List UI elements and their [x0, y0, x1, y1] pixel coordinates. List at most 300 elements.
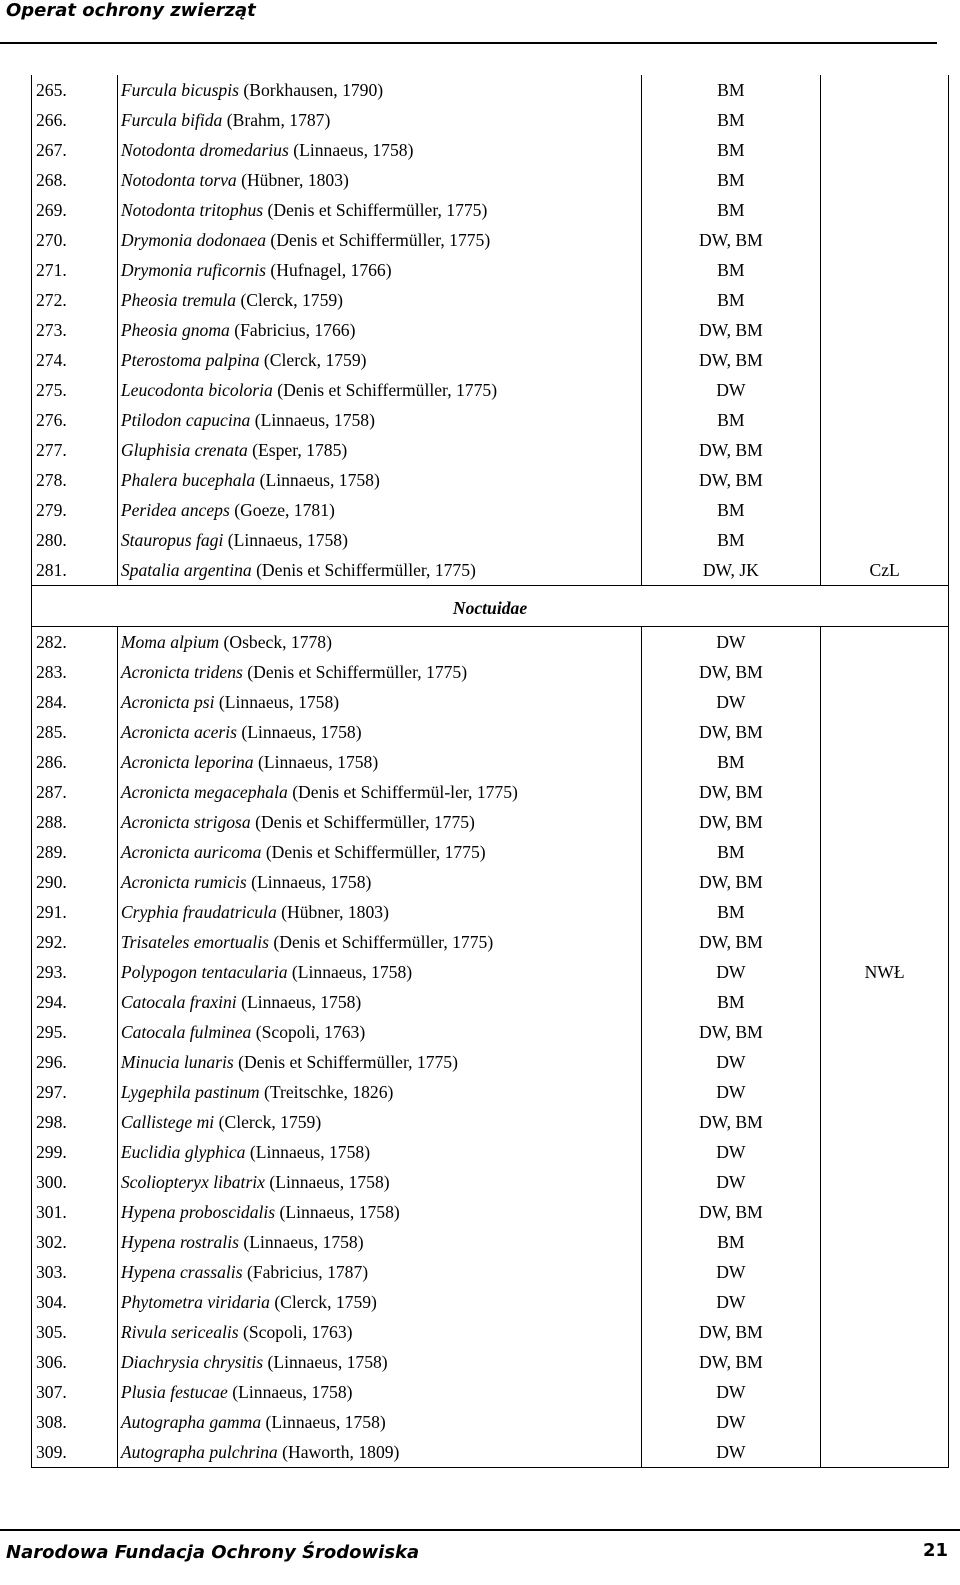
table-row	[32, 687, 949, 717]
row-number: 277.	[32, 435, 118, 465]
table-row	[32, 1287, 949, 1317]
source-cell: DW	[641, 1287, 821, 1317]
status-cell	[821, 747, 949, 777]
latin-name: Autographa gamma	[120, 1412, 262, 1432]
species-name-cell	[117, 315, 641, 345]
table-row	[32, 807, 949, 837]
table-row	[32, 1377, 949, 1407]
header-title: Operat ochrony zwierząt	[6, 0, 256, 21]
species-name-cell	[117, 375, 641, 405]
table-row	[32, 135, 949, 165]
row-number: 300.	[32, 1167, 118, 1197]
status-cell	[821, 987, 949, 1017]
status-cell	[821, 105, 949, 135]
species-author: (Fabricius, 1787)	[246, 1262, 369, 1282]
table-row	[32, 525, 949, 555]
status-cell	[821, 225, 949, 255]
row-number: 274.	[32, 345, 118, 375]
status-cell: CzL	[869, 560, 900, 580]
source-cell: DW	[641, 1407, 821, 1437]
status-cell	[821, 1077, 949, 1107]
latin-name: Trisateles emortualis	[120, 932, 269, 952]
table-row	[32, 1137, 949, 1167]
latin-name: Phytometra viridaria	[120, 1292, 270, 1312]
table-row	[32, 1227, 949, 1257]
species-author: (Denis et Schiffermüller, 1775)	[265, 842, 486, 862]
species-name-cell	[117, 927, 641, 957]
table-row	[32, 1407, 949, 1437]
row-number: 302.	[32, 1227, 118, 1257]
status-cell	[821, 1167, 949, 1197]
table-row	[32, 255, 949, 285]
row-number: 266.	[32, 105, 118, 135]
source-cell: DW, BM	[641, 777, 821, 807]
species-name-cell	[117, 1167, 641, 1197]
row-number: 271.	[32, 255, 118, 285]
table-row	[32, 1017, 949, 1047]
row-number: 287.	[32, 777, 118, 807]
latin-name: Plusia festucae	[120, 1382, 228, 1402]
species-author: (Linnaeus, 1758)	[265, 1412, 386, 1432]
species-author: (Denis et Schiffermüller, 1775)	[270, 230, 491, 250]
table-row	[32, 435, 949, 465]
source-cell: DW	[641, 1077, 821, 1107]
source-cell: BM	[641, 105, 821, 135]
row-number: 278.	[32, 465, 118, 495]
status-cell	[821, 375, 949, 405]
status-cell	[821, 657, 949, 687]
latin-name: Acronicta strigosa	[120, 812, 251, 832]
row-number: 288.	[32, 807, 118, 837]
row-number: 304.	[32, 1287, 118, 1317]
latin-name: Rivula sericealis	[120, 1322, 239, 1342]
source-cell: DW, BM	[641, 807, 821, 837]
table-row	[32, 405, 949, 435]
row-number: 279.	[32, 495, 118, 525]
latin-name: Drymonia dodonaea	[120, 230, 266, 250]
table-row	[32, 345, 949, 375]
latin-name: Autographa pulchrina	[120, 1442, 278, 1462]
latin-name: Catocala fraxini	[120, 992, 237, 1012]
species-name-cell	[117, 255, 641, 285]
status-cell	[821, 1017, 949, 1047]
latin-name: Ptilodon capucina	[120, 410, 251, 430]
status-cell	[821, 1287, 949, 1317]
row-number: 280.	[32, 525, 118, 555]
latin-name: Acronicta tridens	[120, 662, 243, 682]
table-row	[32, 927, 949, 957]
latin-name: Gluphisia crenata	[120, 440, 248, 460]
row-number: 283.	[32, 657, 118, 687]
table-row	[32, 1047, 949, 1077]
status-cell	[821, 75, 949, 105]
status-cell	[821, 1317, 949, 1347]
status-cell	[821, 897, 949, 927]
species-name-cell	[117, 1137, 641, 1167]
species-author: (Linnaeus, 1758)	[241, 992, 362, 1012]
table-row	[32, 1347, 949, 1377]
status-cell	[821, 255, 949, 285]
row-number: 291.	[32, 897, 118, 927]
latin-name: Hypena crassalis	[120, 1262, 243, 1282]
row-number: 296.	[32, 1047, 118, 1077]
source-cell: DW	[641, 375, 821, 405]
source-cell: DW, BM	[641, 867, 821, 897]
species-name-cell	[117, 717, 641, 747]
row-number: 297.	[32, 1077, 118, 1107]
page-number: 21	[922, 1540, 948, 1561]
species-name-cell	[117, 1077, 641, 1107]
species-name-cell	[117, 1227, 641, 1257]
family-heading-row	[32, 586, 949, 627]
table-row	[32, 285, 949, 315]
status-cell	[821, 135, 949, 165]
table-row	[32, 375, 949, 405]
latin-name: Stauropus fagi	[120, 530, 224, 550]
species-name-cell	[117, 1017, 641, 1047]
species-author: (Linnaeus, 1758)	[218, 692, 340, 712]
latin-name: Notodonta dromedarius	[120, 140, 289, 160]
latin-name: Furcula bifida	[120, 110, 223, 130]
latin-name: Acronicta auricoma	[120, 842, 262, 862]
row-number: 268.	[32, 165, 118, 195]
latin-name: Cryphia fraudatricula	[120, 902, 277, 922]
latin-name: Acronicta aceris	[120, 722, 237, 742]
species-author: (Haworth, 1809)	[282, 1442, 400, 1462]
latin-name: Acronicta psi	[120, 692, 215, 712]
species-author: (Denis et Schiffermüller, 1775)	[247, 662, 468, 682]
table-row	[32, 777, 949, 807]
species-author: (Linnaeus, 1758)	[249, 1142, 371, 1162]
latin-name: Diachrysia chrysitis	[120, 1352, 264, 1372]
row-number: 290.	[32, 867, 118, 897]
latin-name: Lygephila pastinum	[120, 1082, 260, 1102]
status-cell	[821, 1047, 949, 1077]
latin-name: Notodonta torva	[120, 170, 237, 190]
species-author: (Osbeck, 1778)	[223, 632, 332, 652]
latin-name: Phalera bucephala	[120, 470, 256, 490]
status-cell	[821, 1377, 949, 1407]
species-author: (Linnaeus, 1758)	[259, 470, 380, 490]
species-author: (Borkhausen, 1790)	[243, 80, 384, 100]
species-name-cell	[117, 495, 641, 525]
status-cell	[821, 165, 949, 195]
species-name-cell	[117, 525, 641, 555]
latin-name: Pheosia gnoma	[120, 320, 230, 340]
species-name-cell	[117, 555, 641, 586]
species-author: (Hufnagel, 1766)	[270, 260, 392, 280]
source-cell: DW	[641, 1257, 821, 1287]
table-row	[32, 717, 949, 747]
source-cell: DW	[641, 1377, 821, 1407]
species-author: (Scopoli, 1763)	[255, 1022, 366, 1042]
row-number: 294.	[32, 987, 118, 1017]
species-author: (Linnaeus, 1758)	[243, 1232, 364, 1252]
latin-name: Acronicta rumicis	[120, 872, 247, 892]
source-cell: BM	[641, 75, 821, 105]
species-name-cell	[117, 1377, 641, 1407]
species-author: (Hübner, 1803)	[241, 170, 349, 190]
status-cell	[821, 717, 949, 747]
table-row	[32, 75, 949, 105]
species-name-cell	[117, 777, 641, 807]
source-cell: BM	[641, 405, 821, 435]
latin-name: Moma alpium	[120, 632, 220, 652]
species-author: (Brahm, 1787)	[226, 110, 331, 130]
source-cell: DW, BM	[641, 717, 821, 747]
species-author: (Linnaeus, 1758)	[291, 962, 413, 982]
table-row	[32, 1107, 949, 1137]
row-number: 289.	[32, 837, 118, 867]
species-name-cell	[117, 225, 641, 255]
table-row	[32, 987, 949, 1017]
table-row	[32, 1197, 949, 1227]
source-cell: DW, BM	[641, 1107, 821, 1137]
species-name-cell	[117, 837, 641, 867]
table-row	[32, 495, 949, 525]
species-name-cell	[117, 747, 641, 777]
row-number: 301.	[32, 1197, 118, 1227]
species-author: (Linnaeus, 1758)	[269, 1172, 390, 1192]
status-cell	[821, 285, 949, 315]
row-number: 309.	[32, 1437, 118, 1468]
table-row	[32, 747, 949, 777]
footer-divider	[0, 1529, 960, 1531]
latin-name: Pterostoma palpina	[120, 350, 260, 370]
status-cell	[821, 627, 949, 658]
source-cell: DW, BM	[641, 435, 821, 465]
table-row	[32, 957, 949, 987]
status-cell	[821, 465, 949, 495]
species-name-cell	[117, 867, 641, 897]
species-name-cell	[117, 687, 641, 717]
status-cell	[821, 777, 949, 807]
species-author: (Clerck, 1759)	[263, 350, 367, 370]
source-cell: DW	[641, 1437, 821, 1468]
source-cell: BM	[641, 285, 821, 315]
table-row	[32, 1077, 949, 1107]
row-number: 267.	[32, 135, 118, 165]
row-number: 275.	[32, 375, 118, 405]
species-author: (Linnaeus, 1758)	[279, 1202, 400, 1222]
source-cell: BM	[641, 255, 821, 285]
source-cell: DW, BM	[641, 927, 821, 957]
row-number: 282.	[32, 627, 118, 658]
source-cell: BM	[641, 987, 821, 1017]
header-divider	[0, 42, 937, 44]
species-name-cell	[117, 195, 641, 225]
row-number: 284.	[32, 687, 118, 717]
latin-name: Euclidia glyphica	[120, 1142, 246, 1162]
species-name-cell	[117, 285, 641, 315]
species-author: (Denis et Schiffermüller, 1775)	[238, 1052, 458, 1072]
source-cell: DW, BM	[641, 225, 821, 255]
species-author: (Linnaeus, 1758)	[251, 872, 372, 892]
species-name-cell	[117, 165, 641, 195]
status-cell	[821, 807, 949, 837]
species-author: (Denis et Schiffermüller, 1775)	[267, 200, 488, 220]
source-cell: BM	[641, 195, 821, 225]
status-cell	[821, 495, 949, 525]
species-author: (Linnaeus, 1758)	[293, 140, 414, 160]
species-author: (Linnaeus, 1758)	[254, 410, 375, 430]
source-cell: BM	[641, 165, 821, 195]
status-cell	[821, 1137, 949, 1167]
status-cell	[821, 195, 949, 225]
species-name-cell	[117, 465, 641, 495]
table-row	[32, 315, 949, 345]
latin-name: Furcula bicuspis	[120, 80, 239, 100]
footer-organization: Narodowa Fundacja Ochrony Środowiska	[6, 1542, 420, 1563]
species-table	[31, 75, 949, 1468]
species-name-cell	[117, 135, 641, 165]
latin-name: Callistege mi	[120, 1112, 215, 1132]
species-author: (Linnaeus, 1758)	[241, 722, 362, 742]
row-number: 295.	[32, 1017, 118, 1047]
latin-name: Notodonta tritophus	[120, 200, 264, 220]
source-cell: DW	[641, 1167, 821, 1197]
species-name-cell	[117, 435, 641, 465]
source-cell: DW, JK	[641, 555, 821, 586]
source-cell: BM	[641, 1227, 821, 1257]
latin-name: Spatalia argentina	[120, 560, 252, 580]
row-number: 292.	[32, 927, 118, 957]
species-name-cell	[117, 1257, 641, 1287]
table-row	[32, 657, 949, 687]
latin-name: Acronicta leporina	[120, 752, 254, 772]
status-cell	[821, 1437, 949, 1468]
species-name-cell	[117, 75, 641, 105]
table-row	[32, 897, 949, 927]
table-row	[32, 1317, 949, 1347]
row-number: 306.	[32, 1347, 118, 1377]
row-number: 272.	[32, 285, 118, 315]
row-number: 293.	[32, 957, 118, 987]
table-row	[32, 465, 949, 495]
source-cell: DW, BM	[641, 1317, 821, 1347]
source-cell: DW	[641, 1137, 821, 1167]
species-author: (Denis et Schiffermüller, 1775)	[256, 560, 476, 580]
table-row	[32, 105, 949, 135]
species-name-cell	[117, 405, 641, 435]
row-number: 305.	[32, 1317, 118, 1347]
row-number: 307.	[32, 1377, 118, 1407]
table-row	[32, 555, 949, 586]
source-cell: DW, BM	[641, 1017, 821, 1047]
species-author: (Denis et Schiffermüller, 1775)	[255, 812, 475, 832]
row-number: 303.	[32, 1257, 118, 1287]
source-cell: DW, BM	[641, 657, 821, 687]
row-number: 299.	[32, 1137, 118, 1167]
species-author: (Fabricius, 1766)	[234, 320, 356, 340]
species-author: (Clerck, 1759)	[240, 290, 344, 310]
species-author: (Linnaeus, 1758)	[227, 530, 348, 550]
status-cell	[821, 435, 949, 465]
source-cell: BM	[641, 525, 821, 555]
species-table-body	[32, 75, 949, 1468]
species-author: (Goeze, 1781)	[234, 500, 335, 520]
status-cell	[821, 1347, 949, 1377]
species-name-cell	[117, 345, 641, 375]
row-number: 298.	[32, 1107, 118, 1137]
species-name-cell	[117, 957, 641, 987]
species-author: (Clerck, 1759)	[218, 1112, 322, 1132]
status-cell	[821, 1197, 949, 1227]
source-cell: BM	[641, 495, 821, 525]
species-name-cell	[117, 1437, 641, 1468]
latin-name: Hypena proboscidalis	[120, 1202, 276, 1222]
species-author: (Hübner, 1803)	[281, 902, 389, 922]
table-row	[32, 1437, 949, 1468]
status-cell	[821, 1257, 949, 1287]
source-cell: DW, BM	[641, 1347, 821, 1377]
row-number: 308.	[32, 1407, 118, 1437]
status-cell: NWŁ	[864, 962, 905, 982]
latin-name: Acronicta megacephala	[120, 782, 288, 802]
status-cell	[821, 315, 949, 345]
status-cell	[821, 345, 949, 375]
source-cell: DW, BM	[641, 345, 821, 375]
row-number: 276.	[32, 405, 118, 435]
latin-name: Pheosia tremula	[120, 290, 237, 310]
status-cell	[821, 525, 949, 555]
row-number: 281.	[32, 555, 118, 586]
latin-name: Polypogon tentacularia	[120, 962, 288, 982]
species-author: (Denis et Schiffermüller, 1775)	[273, 932, 494, 952]
source-cell: BM	[641, 135, 821, 165]
species-name-cell	[117, 657, 641, 687]
species-name-cell	[117, 897, 641, 927]
table-row	[32, 837, 949, 867]
species-name-cell	[117, 987, 641, 1017]
species-name-cell	[117, 807, 641, 837]
row-number: 286.	[32, 747, 118, 777]
species-author: (Treitschke, 1826)	[264, 1082, 394, 1102]
status-cell	[821, 927, 949, 957]
species-name-cell	[117, 1407, 641, 1437]
status-cell	[821, 837, 949, 867]
status-cell	[821, 687, 949, 717]
family-heading: Noctuidae	[32, 586, 949, 627]
table-row	[32, 1257, 949, 1287]
species-name-cell	[117, 1287, 641, 1317]
row-number: 269.	[32, 195, 118, 225]
row-number: 265.	[32, 75, 118, 105]
status-cell	[821, 1407, 949, 1437]
species-author: (Denis et Schiffermüller, 1775)	[277, 380, 498, 400]
species-name-cell	[117, 1347, 641, 1377]
source-cell: DW	[641, 687, 821, 717]
table-row	[32, 627, 949, 658]
row-number: 273.	[32, 315, 118, 345]
source-cell: DW	[641, 627, 821, 658]
species-author: (Linnaeus, 1758)	[232, 1382, 353, 1402]
source-cell: BM	[641, 747, 821, 777]
status-cell	[821, 867, 949, 897]
status-cell	[821, 405, 949, 435]
species-author: (Denis et Schiffermül-ler, 1775)	[292, 782, 518, 802]
table-row	[32, 165, 949, 195]
species-author: (Scopoli, 1763)	[243, 1322, 353, 1342]
species-author: (Esper, 1785)	[252, 440, 348, 460]
table-row	[32, 867, 949, 897]
source-cell: DW, BM	[641, 1197, 821, 1227]
latin-name: Scoliopteryx libatrix	[120, 1172, 265, 1192]
row-number: 285.	[32, 717, 118, 747]
source-cell: DW	[641, 1047, 821, 1077]
species-name-cell	[117, 1047, 641, 1077]
source-cell: BM	[641, 837, 821, 867]
